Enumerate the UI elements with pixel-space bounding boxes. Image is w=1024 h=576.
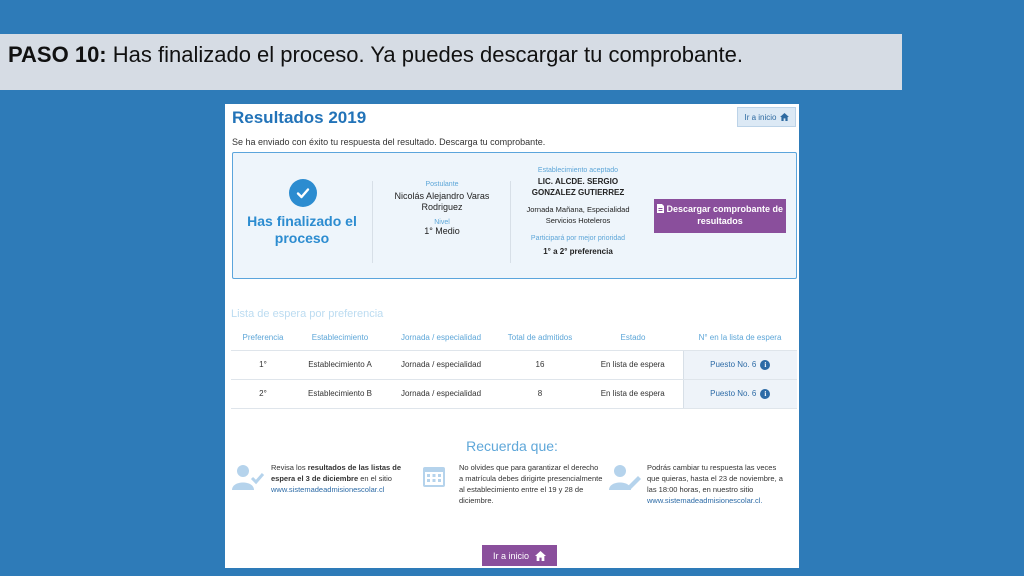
result-card: [232, 152, 797, 279]
column-header: Establecimiento: [295, 326, 385, 350]
table-row: [231, 379, 797, 408]
level-value: 1° Medio: [424, 226, 460, 236]
applicant-label: Postulante: [425, 181, 459, 188]
slide-title: [8, 42, 902, 68]
table-cell: Establecimiento B: [295, 379, 385, 408]
reminder-tip-1: [271, 462, 411, 495]
results-panel: [225, 104, 799, 568]
home-icon: [535, 551, 546, 561]
slide-title-bar: [0, 34, 902, 90]
site-link[interactable]: www.sistemadeadmisionescolar.cl: [271, 485, 385, 494]
reminder-tip-3: [647, 462, 789, 506]
tip-text-bold: resultados de las listas de espera el 3 de diciembre: [271, 463, 402, 483]
priority-label: Participará por mejor prioridad: [530, 235, 626, 242]
info-icon[interactable]: i: [760, 360, 770, 370]
home-button-bottom[interactable]: [482, 545, 557, 566]
table-row: [231, 350, 797, 379]
column-header: Total de admitidos: [497, 326, 583, 350]
divider: [510, 181, 511, 263]
waitlist-table: [231, 326, 797, 409]
table-cell: 16: [497, 350, 583, 379]
priority-value: 1° a 2° preferencia: [543, 247, 613, 256]
site-link[interactable]: www.sistemadeadmisionescolar.cl.: [647, 496, 763, 505]
level-label: Nivel: [434, 219, 450, 226]
table-cell: Jornada / especialidad: [385, 379, 497, 408]
applicant-name: Nicolás Alejandro Varas Rodriguez: [394, 191, 490, 212]
status-text: Has finalizado el proceso: [247, 213, 357, 246]
home-icon: [780, 113, 789, 121]
applicant-block: [381, 181, 503, 237]
school-detail: Jornada Mañana, Especialidad Servicios Hoteleros: [526, 205, 630, 225]
check-circle-icon: [289, 179, 317, 207]
table-cell: 1°: [231, 350, 295, 379]
success-message: Se ha enviado con éxito tu respuesta del resultado. Descarga tu comprobante.: [232, 137, 546, 147]
column-header: N° en la lista de espera: [683, 326, 797, 350]
pdf-icon: [657, 204, 664, 213]
waitlist-position: Puesto No. 6: [710, 359, 757, 369]
page-title: Resultados 2019: [232, 108, 367, 127]
waitlist-title: Lista de espera por preferencia: [231, 308, 384, 320]
calendar-icon: [422, 464, 446, 488]
step-label: PASO 10:: [8, 42, 107, 67]
school-block: [518, 167, 638, 257]
table-cell: 2°: [231, 379, 295, 408]
column-header: Estado: [583, 326, 683, 350]
column-header: Preferencia: [231, 326, 295, 350]
download-button-label: Descargar comprobante de resultados: [666, 204, 784, 226]
table-cell: En lista de espera: [583, 350, 683, 379]
reminder-title: Recuerda que:: [466, 438, 558, 454]
home-button-label: Ir a inicio: [744, 112, 777, 122]
table-cell: 8: [497, 379, 583, 408]
school-label: Establecimiento aceptado: [537, 167, 619, 174]
table-cell: En lista de espera: [583, 379, 683, 408]
reminder-tip-2: No olvides que para garantizar el derecho a matrícula debes dirigirte presencialmente al establecimiento entre el 19 y 28 de diciembre.: [459, 463, 603, 505]
tip-text: en el sitio: [358, 474, 392, 483]
table-header-row: [231, 326, 797, 350]
info-icon[interactable]: i: [760, 389, 770, 399]
user-check-icon: [232, 464, 264, 490]
tip-text: Revisa los: [271, 463, 308, 472]
divider: [372, 181, 373, 263]
column-header: Jornada / especialidad: [385, 326, 497, 350]
waitlist-position-cell: [683, 379, 797, 408]
home-button-top[interactable]: [737, 107, 796, 127]
step-text: Has finalizado el proceso. Ya puedes descargar tu comprobante.: [106, 42, 743, 67]
tip-text: Podrás cambiar tu respuesta las veces que quieras, hasta el 23 de noviembre, a las 18:00 horas, en nuestro sitio: [647, 463, 783, 494]
download-receipt-button[interactable]: [654, 199, 786, 233]
user-edit-icon: [609, 464, 641, 490]
waitlist-position: Puesto No. 6: [710, 388, 757, 398]
table-cell: Jornada / especialidad: [385, 350, 497, 379]
table-cell: Establecimiento A: [295, 350, 385, 379]
home-button-label: Ir a inicio: [492, 550, 529, 561]
waitlist-position-cell: [683, 350, 797, 379]
school-name: LIC. ALCDE. SERGIO GONZALEZ GUTIERREZ: [531, 177, 625, 197]
